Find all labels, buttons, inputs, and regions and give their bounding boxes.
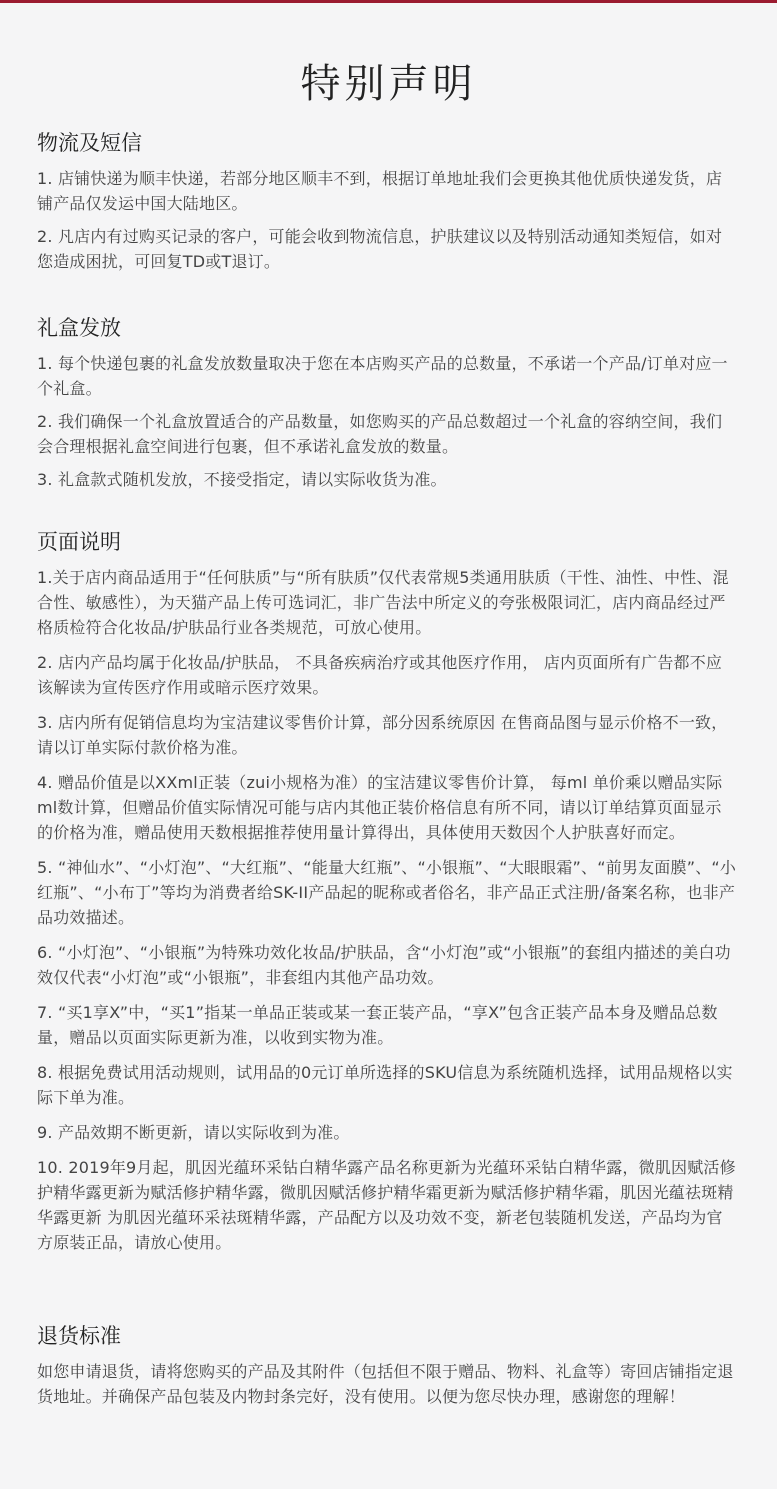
section-heading: 物流及短信 (37, 131, 142, 155)
paragraph: 8. 根据免费试用活动规则，试用品的0元订单所选择的SKU信息为系统随机选择，试用品规格以实际下单为准。 (37, 1063, 733, 1107)
paragraph: 1. 店铺快递为顺丰快递，若部分地区顺丰不到，根据订单地址我们会更换其他优质快递发货，店铺产品仅发运中国大陆地区。 (37, 169, 723, 213)
paragraph: 6. “小灯泡”、“小银瓶”为特殊功效化妆品/护肤品，含“小灯泡”或“小银瓶”的套组内描述的美白功效仅代表“小灯泡”或“小银瓶”，非套组内其他产品功效。 (37, 943, 731, 987)
paragraph: 9. 产品效期不断更新，请以实际收到为准。 (37, 1123, 350, 1142)
section-heading: 退货标准 (37, 1324, 121, 1348)
paragraph: 3. 店内所有促销信息均为宝洁建议零售价计算，部分因系统原因 在售商品图与显示价格不一致，请以订单实际付款价格为准。 (37, 713, 728, 757)
top-accent-rule (0, 0, 777, 3)
section-logistics-sms (37, 128, 737, 274)
paragraph: 7. “买1享X”中，“买1”指某一单品正装或某一套正装产品，“享X”包含正装产品本身及赠品总数量，赠品以页面实际更新为准，以收到实物为准。 (37, 1003, 718, 1047)
paragraph: 2. 凡店内有过购买记录的客户，可能会收到物流信息，护肤建议以及特别活动通知类短信，如对您造成困扰，可回复TD或T退订。 (37, 227, 723, 271)
paragraph: 10. 2019年9月起，肌因光蕴环采钻白精华露产品名称更新为光蕴环采钻白精华露，微肌因赋活修护精华露更新为赋活修护精华露，微肌因赋活修护精华霜更新为赋活修护精华霜，肌因光蕴祛斑精华露更新 为肌因光蕴环采祛斑精华露，产品配方以及功效不变，新老包装随机发送，产品均为官方原装正品，请放心使用。 (37, 1158, 736, 1252)
paragraph: 3. 礼盒款式随机发放，不接受指定，请以实际收货为准。 (37, 470, 447, 489)
paragraph: 5. “神仙水”、“小灯泡”、“大红瓶”、“能量大红瓶”、“小银瓶”、“大眼眼霜”、“前男友面膜”、“小红瓶”、“小布丁”等均为消费者给SK-II产品起的昵称或者俗名，非产品正式注册/备案名称，也非产品功效描述。 (37, 858, 737, 927)
paragraph: 如您申请退货，请将您购买的产品及其附件（包括但不限于赠品、物料、礼盒等）寄回店铺指定退货地址。并确保产品包装及内物封条完好，没有使用。以便为您尽快办理，感谢您的理解！ (37, 1362, 734, 1406)
section-gift-box (37, 313, 737, 492)
section-page-notes (37, 527, 737, 1255)
paragraph: 2. 我们确保一个礼盒放置适合的产品数量，如您购买的产品总数超过一个礼盒的容纳空间，我们会合理根据礼盒空间进行包裹，但不承诺礼盒发放的数量。 (37, 412, 723, 456)
page-title: 特别声明 (300, 61, 477, 107)
section-return-policy (37, 1321, 737, 1409)
paragraph: 1.关于店内商品适用于“任何肤质”与“所有肤质”仅代表常规5类通用肤质（干性、油性、中性、混合性、敏感性），为天猫产品上传可选词汇，非广告法中所定义的夸张极限词汇，店内商品经过严格质检符合化妆品/护肤品行业各类规范，可放心使用。 (37, 568, 729, 637)
paragraph: 2. 店内产品均属于化妆品/护肤品， 不具备疾病治疗或其他医疗作用， 店内页面所有广告都不应该解读为宣传医疗作用或暗示医疗效果。 (37, 653, 723, 697)
section-heading: 礼盒发放 (37, 316, 121, 340)
section-heading: 页面说明 (37, 530, 121, 554)
paragraph: 4. 赠品价值是以XXml正装（zui小规格为准）的宝洁建议零售价计算， 每ml 单价乘以赠品实际ml数计算，但赠品价值实际情况可能与店内其他正装价格信息有所不同，请以订单结算页面显示的价格为准，赠品使用天数根据推荐使用量计算得出，具体使用天数因个人护肤喜好而定。 (37, 773, 723, 842)
paragraph: 1. 每个快递包裹的礼盒发放数量取决于您在本店购买产品的总数量，不承诺一个产品/订单对应一个礼盒。 (37, 354, 728, 398)
